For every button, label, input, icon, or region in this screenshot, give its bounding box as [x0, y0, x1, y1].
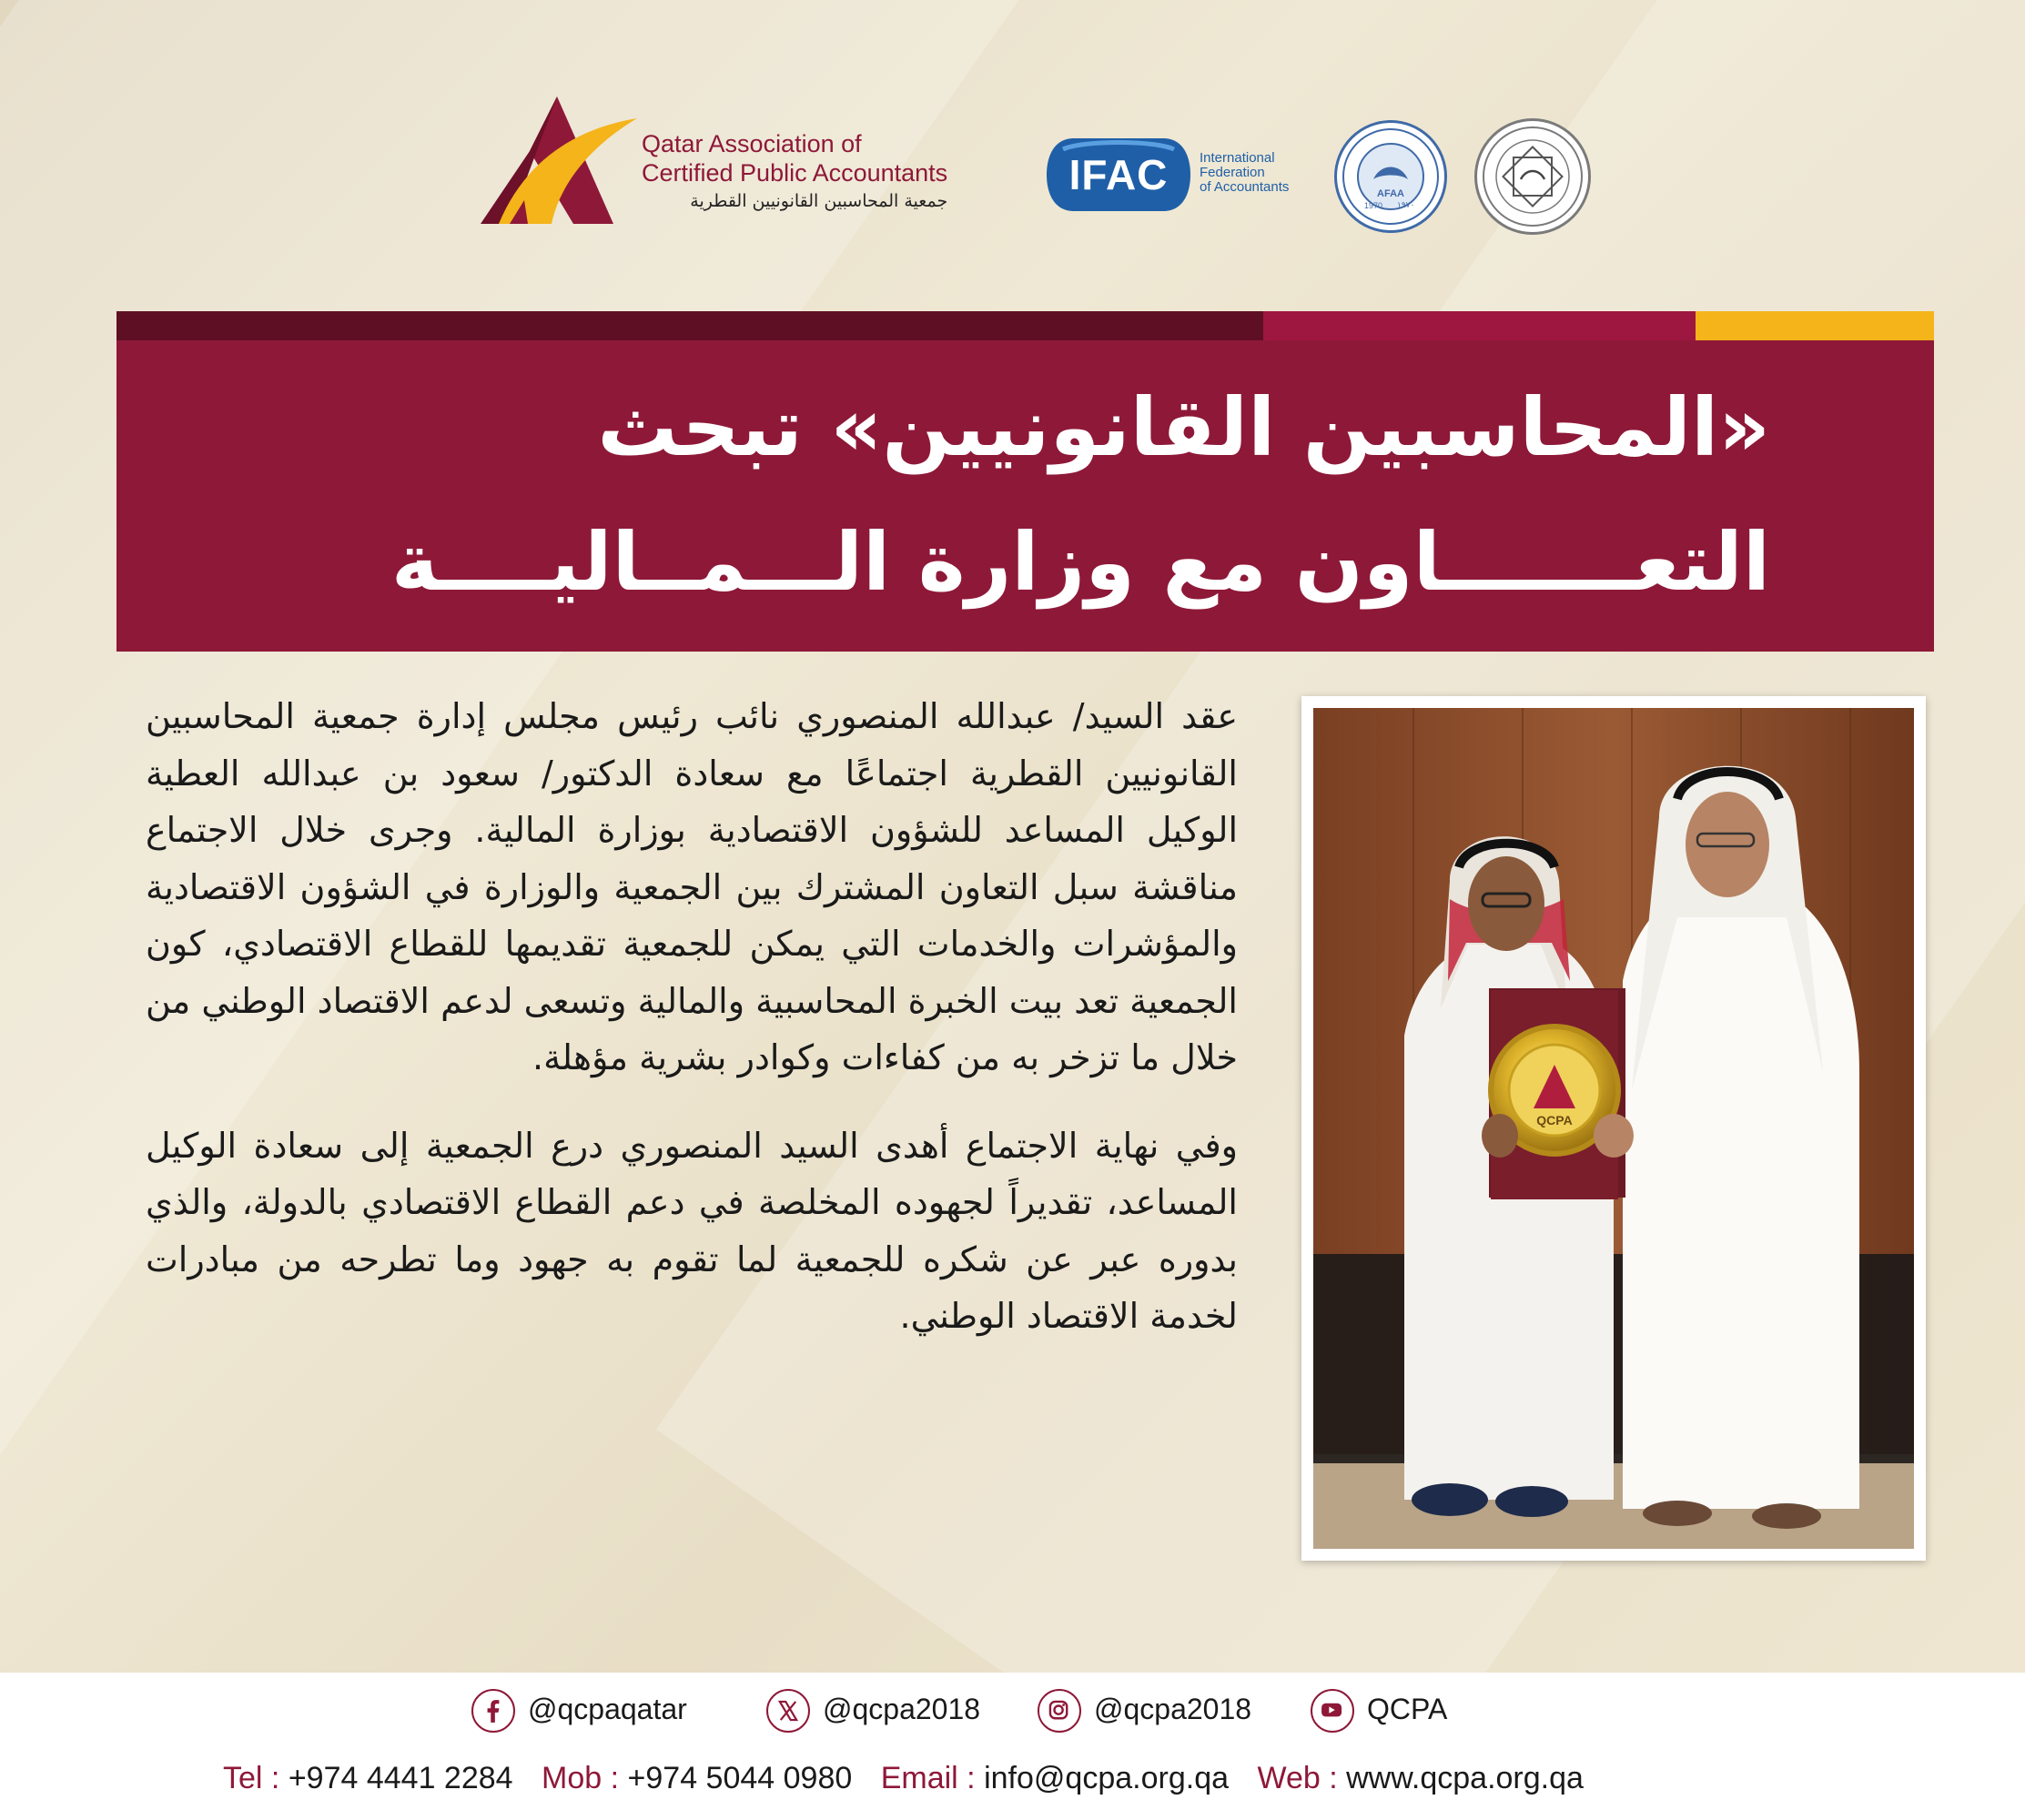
article-paragraph-2: وفي نهاية الاجتماع أهدى السيد المنصوري درع الجمعية إلى سعادة الوكيل المساعد، تقديراً لجهوده المخلصة في دعم القطاع الاقتصادي بالدولة، والذي بدوره عبر عن شكره للجمعية لما تقوم به جهود وما تطرحه من مبادرات لخدمة الاقتصاد الوطني. [146, 1125, 1238, 1336]
tel-number[interactable]: +974 4441 2284 [288, 1761, 513, 1795]
headline-banner [116, 340, 1934, 652]
web-label: Web : [1257, 1761, 1338, 1795]
facebook-handle: @qcpaqatar [528, 1693, 687, 1725]
ifac-logo [1047, 129, 1320, 220]
event-photo [1313, 708, 1914, 1549]
ifac-line1: International [1200, 150, 1275, 166]
facebook-icon [471, 1689, 515, 1733]
article-body [146, 688, 1238, 1345]
event-photo-frame [1301, 696, 1926, 1561]
email-address[interactable]: info@qcpa.org.qa [984, 1761, 1230, 1795]
qcpa-name-en-line1: Qatar Association of [642, 130, 862, 157]
tel-label: Tel : [223, 1761, 280, 1795]
qcpa-name-en-line2: Certified Public Accountants [642, 159, 948, 187]
article-paragraph-1: عقد السيد/ عبدالله المنصوري نائب رئيس مجلس إدارة جمعية المحاسبين القانونيين القطرية اجتماعًا مع سعادة الدكتور/ سعود بن عبدالله العطية الوكيل المساعد للشؤون الاقتصادية بوزارة المالية. وجرى خلال الاجتماع مناقشة سبل التعاون المشترك بين الجمعية والوزارة في الشؤون الاقتصادية والمؤشرات والخدمات التي يمكن للجمعية تقديمها للقطاع الاقتصادي، كون الجمعية تعد بيت الخبرة المحاسبية والمالية وتسعى لدعم الاقتصاد الوطني من خلال ما تزخر به من كفاءات وكوادر بشرية مؤهلة. [146, 696, 1238, 1077]
title-bar-dark-segment [116, 311, 1263, 340]
afaa-year-left: 1970 [1364, 201, 1383, 210]
headline-line-2: التعـــــــاون مع وزارة الـــمــاليــــة [390, 515, 1770, 609]
instagram-icon [1038, 1689, 1081, 1733]
qcpa-emblem-icon [473, 91, 637, 228]
qcpa-logo [473, 91, 1001, 228]
x-icon [766, 1689, 810, 1733]
ifac-line2: Federation [1200, 165, 1265, 180]
contact-line [223, 1761, 1584, 1796]
email-label: Email : [880, 1761, 976, 1795]
x-handle: @qcpa2018 [823, 1693, 981, 1725]
gcc-accounting-seal-logo [1474, 118, 1591, 235]
ifac-acronym: IFAC [1068, 151, 1169, 198]
two-men-holding-plaque-illustration [1313, 708, 1914, 1549]
instagram-handle: @qcpa2018 [1094, 1693, 1252, 1725]
mob-label: Mob : [542, 1761, 620, 1795]
plaque-text: QCPA [1536, 1113, 1573, 1127]
afaa-label: AFAA [1377, 188, 1404, 199]
afaa-seal-logo [1334, 120, 1447, 233]
title-bar-red-segment [1263, 311, 1696, 340]
gcc-emblem-icon [1477, 121, 1588, 232]
youtube-handle: QCPA [1367, 1693, 1448, 1725]
footer [0, 1673, 2025, 1820]
mob-number[interactable]: +974 5044 0980 [627, 1761, 853, 1795]
afaa-year-right: ١٩٧٠ [1397, 201, 1415, 210]
title-bar-yellow-segment [1696, 311, 1934, 340]
website-link[interactable]: www.qcpa.org.qa [1346, 1761, 1584, 1795]
ifac-line3: of Accountants [1200, 179, 1290, 195]
headline-line-1: «المحاسبين القانونيين» تبحث [597, 380, 1770, 474]
afaa-emblem-icon [1337, 123, 1444, 230]
youtube-icon [1311, 1689, 1354, 1733]
qcpa-name-ar: جمعية المحاسبين القانونيين القطرية [690, 191, 948, 211]
